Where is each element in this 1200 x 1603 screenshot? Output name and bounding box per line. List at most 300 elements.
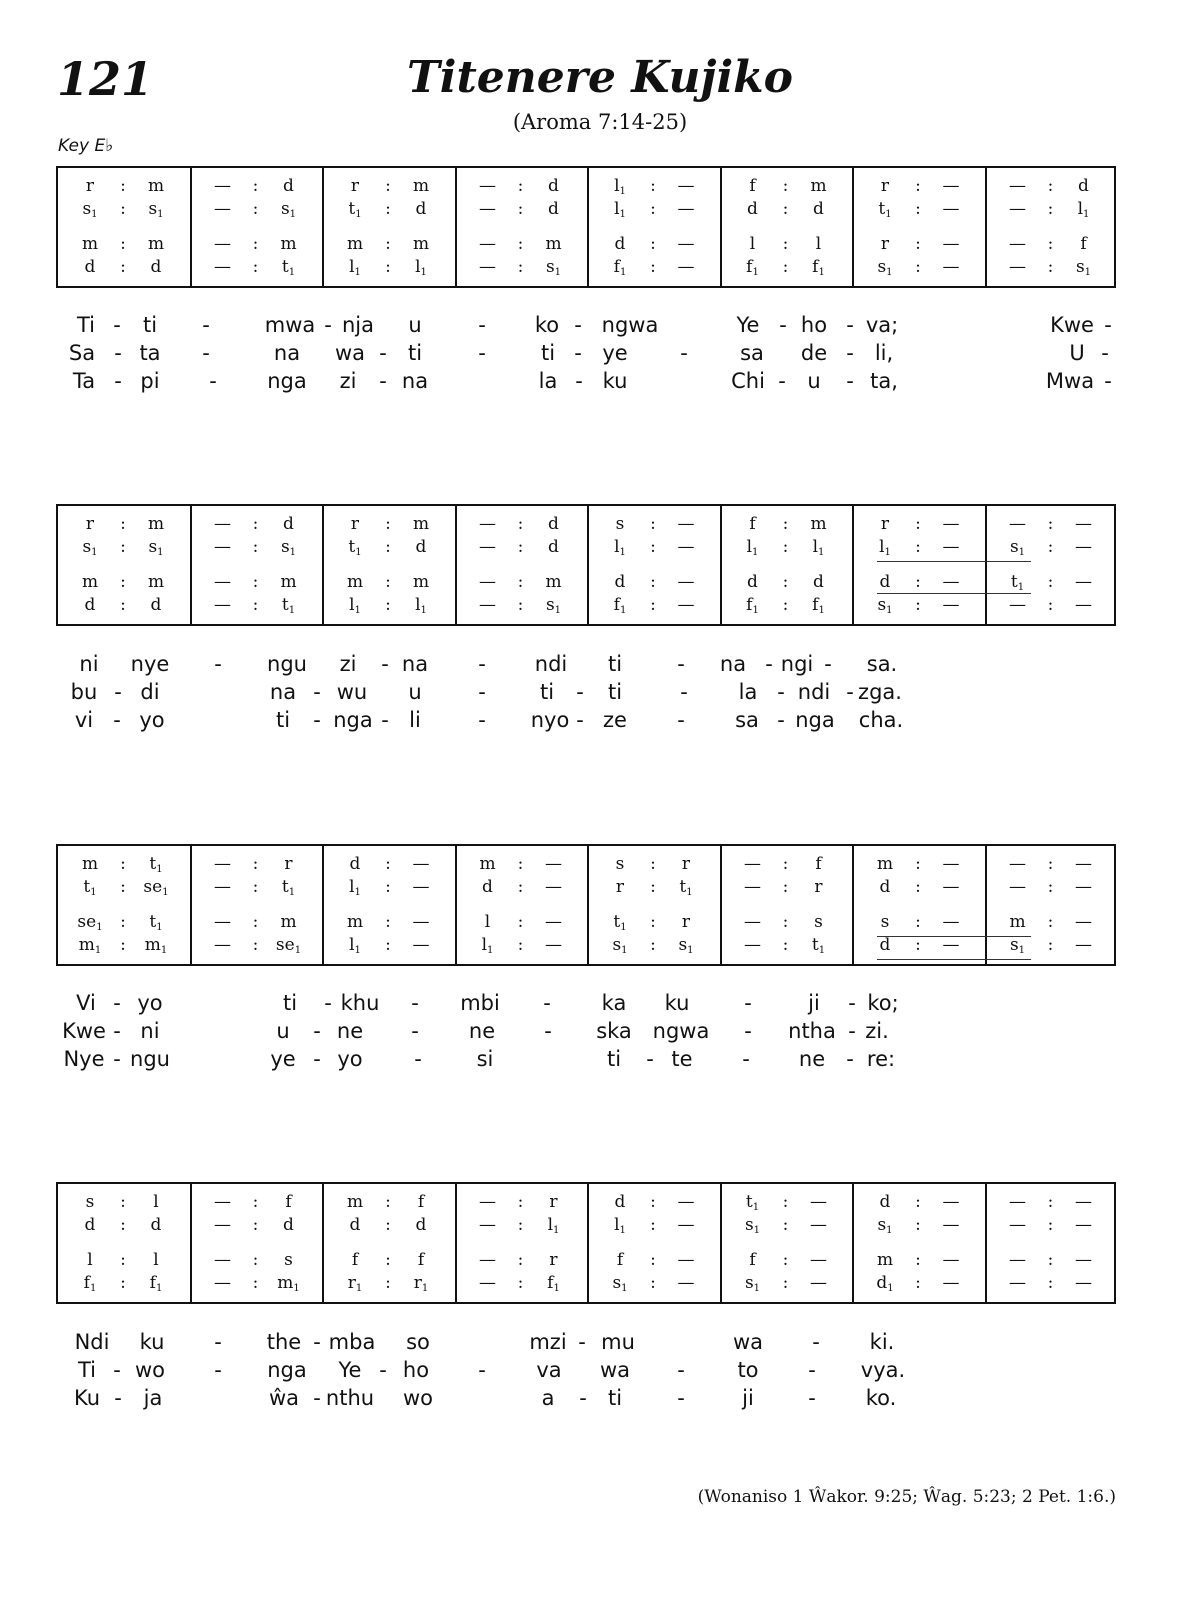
solfa-note: — <box>677 257 695 277</box>
beat-colon: : <box>385 1215 391 1235</box>
lyric-syllable: ne <box>468 1019 496 1043</box>
syllable-hyphen: - <box>765 652 773 676</box>
solfa-note: r <box>880 234 890 254</box>
solfa-note: — <box>479 1192 496 1212</box>
solfa-note: l <box>815 234 822 254</box>
beat-colon: : <box>517 912 524 932</box>
syllable-hyphen: - <box>313 1019 321 1043</box>
lyric-syllable: to <box>737 1358 759 1382</box>
solfa-note: $s_1$ <box>744 1273 761 1294</box>
solfa-note: $l_1$ <box>349 595 361 616</box>
solfa-note: d <box>84 257 96 277</box>
syllable-hyphen: - <box>677 1358 685 1382</box>
solfa-note: — <box>214 595 231 615</box>
solfa-note: — <box>744 877 761 897</box>
beat-colon: : <box>120 537 126 557</box>
syllable-hyphen: - <box>812 1330 820 1354</box>
lyric-syllable: ngu <box>267 652 307 676</box>
solfa-note: f <box>616 1250 624 1270</box>
beat-colon: : <box>915 877 921 897</box>
beat-colon: : <box>385 912 391 932</box>
solfa-note: $l_1$ <box>1077 199 1090 220</box>
solfa-note: — <box>214 176 231 196</box>
score-box <box>56 844 1116 966</box>
bar-line <box>587 1184 589 1302</box>
syllable-hyphen: - <box>1104 369 1112 393</box>
lyric-syllable: na <box>401 652 429 676</box>
solfa-note: — <box>479 572 496 592</box>
solfa-note: l <box>153 1250 159 1270</box>
lyric-syllable: bu <box>70 680 98 704</box>
solfa-note: — <box>412 935 430 955</box>
beat-colon: : <box>517 514 524 534</box>
beat-colon: : <box>915 1215 921 1235</box>
lyric-syllable: de <box>800 341 828 365</box>
lyric-syllable: u <box>408 313 422 337</box>
lyric-syllable: Ti <box>76 313 96 337</box>
beat-colon: : <box>385 1273 391 1293</box>
beat-colon: : <box>1047 234 1054 254</box>
solfa-note: $l_1$ <box>415 257 427 278</box>
solfa-note: s <box>880 912 890 932</box>
syllable-hyphen: - <box>646 1047 654 1071</box>
solfa-note: f <box>815 854 822 874</box>
solfa-note: m <box>1009 912 1026 932</box>
syllable-hyphen: - <box>411 1019 419 1043</box>
solfa-note: d <box>548 514 559 534</box>
lyric-syllable: va; <box>865 313 899 337</box>
syllable-hyphen: - <box>114 341 122 365</box>
bar-line <box>587 506 589 624</box>
lyric-syllable: ku <box>139 1330 165 1354</box>
lyric-syllable: Ta <box>72 369 96 393</box>
syllable-hyphen: - <box>579 1386 587 1410</box>
solfa-note: — <box>1009 595 1026 615</box>
lyric-syllable: ndi <box>797 680 831 704</box>
beat-colon: : <box>915 935 921 955</box>
solfa-note: d <box>1078 176 1089 196</box>
solfa-note: — <box>810 1250 827 1270</box>
beat-colon: : <box>782 877 789 897</box>
solfa-note: $s_1$ <box>1009 537 1026 558</box>
solfa-note: $f_1$ <box>613 257 627 278</box>
solfa-note: f <box>417 1250 425 1270</box>
syllable-hyphen: - <box>209 369 217 393</box>
solfa-note: — <box>214 854 231 874</box>
solfa-note: — <box>942 514 960 534</box>
solfa-note: $t_1$ <box>281 257 296 278</box>
syllable-hyphen: - <box>202 341 210 365</box>
lyric-syllable: ta <box>139 341 161 365</box>
solfa-note: $t_1$ <box>348 537 362 558</box>
bar-line <box>322 168 324 286</box>
syllable-hyphen: - <box>846 313 854 337</box>
hymn-number: 121 <box>57 52 154 106</box>
beat-colon: : <box>650 877 656 897</box>
solfa-note: — <box>677 572 695 592</box>
syllable-hyphen: - <box>744 1019 752 1043</box>
syllable-hyphen: - <box>313 1047 321 1071</box>
syllable-hyphen: - <box>744 991 752 1015</box>
syllable-hyphen: - <box>846 341 854 365</box>
solfa-note: m <box>545 572 562 592</box>
beat-colon: : <box>915 854 921 874</box>
solfa-note: — <box>545 854 562 874</box>
lyric-verse-2 <box>0 1017 1200 1045</box>
beat-colon: : <box>915 257 921 277</box>
solfa-note: $t_1$ <box>149 912 163 933</box>
solfa-note: — <box>214 1215 231 1235</box>
lyric-syllable: nye <box>130 652 170 676</box>
lyric-verse-3 <box>0 1384 1200 1412</box>
syllable-hyphen: - <box>680 680 688 704</box>
solfa-note: $l_1$ <box>614 1215 626 1236</box>
beat-colon: : <box>1047 1192 1054 1212</box>
beat-colon: : <box>1047 912 1054 932</box>
beat-colon: : <box>120 199 126 219</box>
solfa-note: $t_1$ <box>348 199 362 220</box>
solfa-note: d <box>879 935 891 955</box>
solfa-note: — <box>677 234 695 254</box>
lyric-syllable: ti <box>607 1386 623 1410</box>
lyric-syllable: Ti <box>77 1358 97 1382</box>
solfa-note: — <box>1075 537 1092 557</box>
beat-colon: : <box>517 1192 524 1212</box>
beat-colon: : <box>517 1250 524 1270</box>
bar-line <box>985 1184 987 1302</box>
syllable-hyphen: - <box>680 341 688 365</box>
lyric-syllable: mzi <box>529 1330 567 1354</box>
beat-colon: : <box>915 912 921 932</box>
beat-colon: : <box>120 854 126 874</box>
solfa-note: $s_1$ <box>612 935 628 956</box>
solfa-note: $d_1$ <box>876 1273 894 1294</box>
beat-colon: : <box>120 595 126 615</box>
solfa-note: $t_1$ <box>878 199 892 220</box>
beat-colon: : <box>252 1273 259 1293</box>
syllable-hyphen: - <box>113 313 121 337</box>
solfa-note: — <box>1009 257 1026 277</box>
syllable-hyphen: - <box>848 1019 856 1043</box>
beat-colon: : <box>120 257 126 277</box>
solfa-note: m <box>412 234 430 254</box>
beat-colon: : <box>1047 595 1054 615</box>
beat-colon: : <box>782 257 789 277</box>
beat-colon: : <box>782 854 789 874</box>
beat-colon: : <box>120 234 126 254</box>
beat-colon: : <box>385 537 391 557</box>
beat-colon: : <box>650 199 656 219</box>
beat-colon: : <box>1047 537 1054 557</box>
solfa-note: — <box>479 1273 496 1293</box>
syllable-hyphen: - <box>379 341 387 365</box>
solfa-note: $s_1$ <box>678 935 694 956</box>
syllable-hyphen: - <box>411 991 419 1015</box>
solfa-note: d <box>614 1192 626 1212</box>
lyric-syllable: sa. <box>866 652 898 676</box>
lyric-syllable: nga <box>267 369 307 393</box>
solfa-note: — <box>1009 1215 1026 1235</box>
solfa-note: — <box>677 199 695 219</box>
lyric-syllable: re: <box>866 1047 896 1071</box>
lyric-verse-1 <box>0 1328 1200 1356</box>
solfa-note: — <box>479 199 496 219</box>
solfa-note: m <box>147 176 165 196</box>
solfa-note: s <box>814 912 823 932</box>
solfa-note: d <box>879 1192 891 1212</box>
syllable-hyphen: - <box>777 680 785 704</box>
beat-colon: : <box>252 1192 259 1212</box>
syllable-hyphen: - <box>113 708 121 732</box>
lyric-syllable: ngi <box>780 652 814 676</box>
beat-colon: : <box>517 572 524 592</box>
beat-colon: : <box>385 199 391 219</box>
syllable-hyphen: - <box>313 1330 321 1354</box>
solfa-note: $l_1$ <box>415 595 427 616</box>
beat-colon: : <box>517 935 524 955</box>
solfa-note: $f_1$ <box>547 1273 560 1294</box>
lyric-syllable: Chi <box>731 369 765 393</box>
solfa-note: d <box>813 199 824 219</box>
solfa-note: m <box>280 234 297 254</box>
solfa-note: — <box>479 176 496 196</box>
solfa-note: f <box>351 1250 359 1270</box>
solfa-note: $l_1$ <box>349 935 361 956</box>
beat-colon: : <box>782 1215 789 1235</box>
solfa-note: s <box>615 854 625 874</box>
solfa-note: d <box>150 1215 162 1235</box>
lyric-syllable: na <box>401 369 429 393</box>
syllable-hyphen: - <box>478 1358 486 1382</box>
lyric-syllable: vi <box>74 708 94 732</box>
solfa-note: d <box>614 572 626 592</box>
beat-colon: : <box>252 572 259 592</box>
solfa-note: — <box>412 877 430 897</box>
lyric-syllable: U <box>1069 341 1085 365</box>
lyric-syllable: ko; <box>867 991 899 1015</box>
lyric-syllable: ti <box>407 341 423 365</box>
solfa-note: m <box>810 514 827 534</box>
solfa-note: $m_1$ <box>277 1273 300 1294</box>
syllable-hyphen: - <box>478 708 486 732</box>
bar-line <box>852 506 854 624</box>
solfa-note: f <box>749 514 756 534</box>
solfa-note: $se_1$ <box>275 935 302 956</box>
solfa-note: l <box>153 1192 159 1212</box>
beat-colon: : <box>517 854 524 874</box>
lyric-syllable: Sa <box>68 341 96 365</box>
solfa-note: m <box>81 234 99 254</box>
syllable-hyphen: - <box>113 1019 121 1043</box>
lyric-syllable: Vi <box>76 991 96 1015</box>
solfa-note: r <box>615 877 625 897</box>
lyric-syllable: ta, <box>870 369 898 393</box>
solfa-note: $t_1$ <box>83 877 97 898</box>
solfa-note: — <box>744 912 761 932</box>
solfa-note: $r_1$ <box>413 1273 429 1294</box>
syllable-hyphen: - <box>202 313 210 337</box>
syllable-hyphen: - <box>214 1358 222 1382</box>
lyric-verse-1 <box>0 311 1200 339</box>
solfa-note: $s_1$ <box>82 199 98 220</box>
solfa-note: $l_1$ <box>547 1215 560 1236</box>
solfa-note: $f_1$ <box>746 595 759 616</box>
solfa-note: $f_1$ <box>83 1273 97 1294</box>
lyric-syllable: Ye <box>736 313 760 337</box>
lyric-syllable: ku <box>602 369 628 393</box>
beat-colon: : <box>517 176 524 196</box>
solfa-note: $l_1$ <box>746 537 759 558</box>
solfa-note: — <box>214 1192 231 1212</box>
solfa-note: — <box>1075 514 1092 534</box>
beat-colon: : <box>385 176 391 196</box>
lyric-syllable: zi <box>339 652 357 676</box>
solfa-note: s <box>615 514 625 534</box>
solfa-note: — <box>214 199 231 219</box>
lyric-syllable: va <box>536 1358 562 1382</box>
lyric-syllable: sa <box>735 708 759 732</box>
beat-colon: : <box>517 537 524 557</box>
solfa-note: f <box>417 1192 425 1212</box>
solfa-note: d <box>84 1215 96 1235</box>
solfa-note: — <box>479 595 496 615</box>
solfa-note: — <box>677 1192 695 1212</box>
beat-colon: : <box>782 514 789 534</box>
lyric-syllable: ze <box>603 708 627 732</box>
solfa-note: m <box>280 572 297 592</box>
solfa-note: d <box>283 1215 294 1235</box>
beat-colon: : <box>915 199 921 219</box>
lyric-verse-2 <box>0 678 1200 706</box>
solfa-note: — <box>942 537 960 557</box>
beat-colon: : <box>385 572 391 592</box>
solfa-note: m <box>412 514 430 534</box>
solfa-note: — <box>479 1215 496 1235</box>
lyric-syllable: ji <box>742 1386 754 1410</box>
lyric-syllable: nga <box>267 1358 307 1382</box>
lyric-syllable: mwa <box>264 313 316 337</box>
beat-colon: : <box>517 257 524 277</box>
solfa-note: d <box>415 537 427 557</box>
solfa-note: — <box>214 1273 231 1293</box>
syllable-hyphen: - <box>677 652 685 676</box>
syllable-hyphen: - <box>576 680 584 704</box>
solfa-note: m <box>346 912 364 932</box>
solfa-note: $l_1$ <box>349 877 361 898</box>
beat-colon: : <box>782 572 789 592</box>
bar-line <box>322 1184 324 1302</box>
solfa-note: — <box>677 176 695 196</box>
bar-line <box>720 1184 722 1302</box>
solfa-note: — <box>1009 1192 1026 1212</box>
solfa-note: d <box>482 877 493 897</box>
syllable-hyphen: - <box>381 708 389 732</box>
beat-colon: : <box>252 257 259 277</box>
solfa-note: — <box>1075 1250 1092 1270</box>
lyric-syllable: Ye <box>338 1358 362 1382</box>
solfa-note: — <box>1075 1273 1092 1293</box>
solfa-note: — <box>942 935 960 955</box>
lyric-syllable: ngu <box>130 1047 170 1071</box>
solfa-note: r <box>350 514 360 534</box>
lyric-syllable: nga <box>333 708 373 732</box>
solfa-note: $l_1$ <box>879 537 891 558</box>
beat-colon: : <box>120 877 126 897</box>
solfa-note: $s_1$ <box>545 257 562 278</box>
score-box <box>56 166 1116 288</box>
lyric-syllable: Ku <box>73 1386 101 1410</box>
solfa-note: — <box>942 1192 960 1212</box>
lyric-verse-2 <box>0 1356 1200 1384</box>
solfa-note: r <box>85 514 95 534</box>
solfa-note: — <box>677 1215 695 1235</box>
bar-line <box>190 506 192 624</box>
solfa-note: d <box>415 1215 427 1235</box>
bar-line <box>455 846 457 964</box>
solfa-note: r <box>681 912 691 932</box>
solfa-note: d <box>548 199 559 219</box>
beat-colon: : <box>385 514 391 534</box>
lyric-syllable: li, <box>874 341 894 365</box>
syllable-hyphen: - <box>1101 341 1109 365</box>
lyric-syllable: ti <box>540 341 556 365</box>
bar-line <box>985 846 987 964</box>
solfa-note: — <box>942 854 960 874</box>
solfa-note: d <box>283 514 294 534</box>
syllable-hyphen: - <box>313 1386 321 1410</box>
solfa-note: — <box>214 877 231 897</box>
syllable-hyphen: - <box>1104 313 1112 337</box>
solfa-note: $s_1$ <box>280 537 297 558</box>
solfa-note: $t_1$ <box>811 935 826 956</box>
beat-colon: : <box>120 912 126 932</box>
solfa-note: $s_1$ <box>612 1273 628 1294</box>
syllable-hyphen: - <box>677 1386 685 1410</box>
beat-colon: : <box>517 1273 524 1293</box>
lyric-syllable: Kwe <box>1050 313 1094 337</box>
syllable-hyphen: - <box>324 313 332 337</box>
syllable-hyphen: - <box>313 708 321 732</box>
solfa-note: — <box>545 935 562 955</box>
solfa-note: — <box>1075 935 1092 955</box>
solfa-note: r <box>549 1192 558 1212</box>
beat-colon: : <box>385 234 391 254</box>
solfa-note: — <box>412 854 430 874</box>
lyric-syllable: di <box>140 680 160 704</box>
beat-colon: : <box>915 572 921 592</box>
syllable-hyphen: - <box>848 991 856 1015</box>
beat-colon: : <box>915 537 921 557</box>
solfa-note: m <box>147 234 165 254</box>
beat-colon: : <box>517 199 524 219</box>
solfa-note: — <box>214 537 231 557</box>
lyric-syllable: ŵa <box>268 1386 300 1410</box>
lyric-verse-3 <box>0 1045 1200 1073</box>
solfa-note: $f_1$ <box>613 595 627 616</box>
solfa-note: $se_1$ <box>77 912 103 933</box>
solfa-note: — <box>479 257 496 277</box>
lyric-syllable: ko. <box>865 1386 897 1410</box>
beat-colon: : <box>650 537 656 557</box>
beat-colon: : <box>1047 257 1054 277</box>
bar-line <box>852 846 854 964</box>
solfa-note: f <box>749 176 756 196</box>
solfa-note: $s_1$ <box>1009 935 1026 956</box>
solfa-note: — <box>942 1215 960 1235</box>
solfa-note: — <box>810 1192 827 1212</box>
syllable-hyphen: - <box>114 369 122 393</box>
solfa-note: d <box>548 176 559 196</box>
